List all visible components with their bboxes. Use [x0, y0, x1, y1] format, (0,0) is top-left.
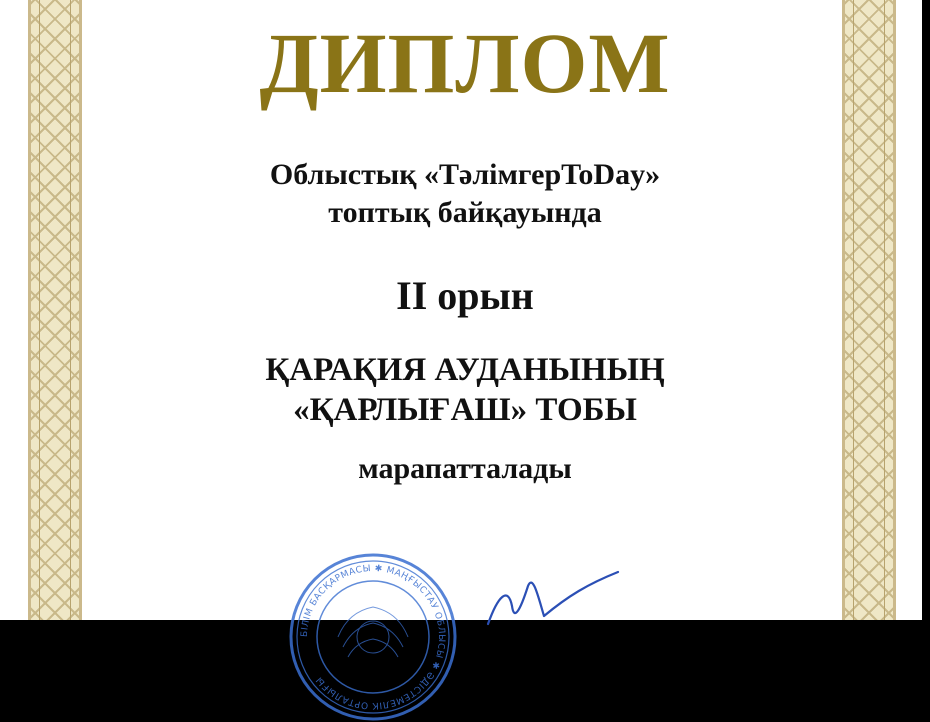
awarded-text: марапатталады	[358, 452, 572, 485]
diploma-title: ДИПЛОМ	[259, 15, 671, 111]
contest-type: топтық байқауында	[328, 196, 602, 229]
signature-mark	[478, 566, 628, 626]
team-district: ҚАРАҚИЯ АУДАНЫНЫҢ	[265, 352, 665, 388]
svg-text:БІЛІМ БАСҚАРМАСЫ ✱ МАҢҒЫСТАУ О	[300, 564, 446, 710]
team-name: «ҚАРЛЫҒАШ» ТОБЫ	[293, 392, 637, 428]
official-stamp	[288, 552, 458, 722]
stamp-text: БІЛІМ БАСҚАРМАСЫ ✱ МАҢҒЫСТАУ ОБЛЫСЫ ✱ ӘДІСТЕМЕЛІК ОРТАЛЫҒЫ	[299, 563, 447, 711]
contest-name: Облыстық «ТәлімгерToDay»	[269, 158, 661, 191]
place-award: II орын	[396, 273, 534, 318]
